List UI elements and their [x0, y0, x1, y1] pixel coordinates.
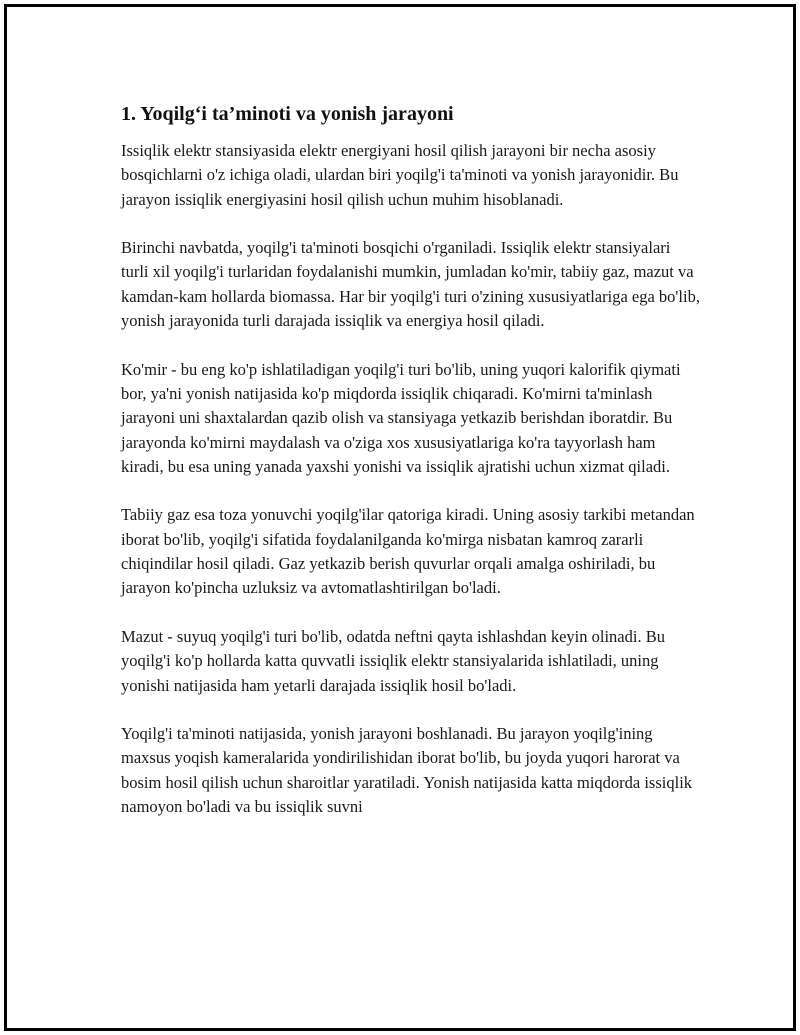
paragraph-natural-gas: Tabiiy gaz esa toza yonuvchi yoqilg'ilar qatoriga kiradi. Uning asosiy tarkibi metandan iborat bo'lib, yoqilg'i sifatida foydalanilganda ko'mirga nisbatan kamroq zararli chiqindilar hosil qiladi. Gaz yetkazib berish quvurlar orqali amalga oshiriladi, bu jarayon ko'pincha uzluksiz va avtomatlashtirilgan bo'ladi.	[121, 505, 695, 598]
paragraph-intro: Issiqlik elektr stansiyasida elektr energiyani hosil qilish jarayoni bir necha asosiy bosqichlarni o'z ichiga oladi, ulardan biri yoqilg'i ta'minoti va yonish jarayonidir. Bu jarayon issiqlik energiyasini hosil qilish uchun muhim hisoblanadi.	[121, 141, 679, 209]
paragraph-combustion: Yoqilg'i ta'minoti natijasida, yonish jarayoni boshlanadi. Bu jarayon yoqilg'ining maxsus yoqish kameralarida yondirilishidan iborat bo'lib, bu joyda yuqori harorat va bosim hosil qilish uchun sharoitlar yaratiladi. Yonish natijasida katta miqdorda issiqlik namoyon bo'ladi va bu issiqlik suvni	[121, 724, 693, 817]
paragraph-mazut: Mazut - suyuq yoqilg'i turi bo'lib, odatda neftni qayta ishlashdan keyin olinadi. Bu yoqilg'i ko'p hollarda katta quvvatli issiqlik elektr stansiyalarida ishlatiladi, uning yonishi natijasida ham yetarli darajada issiqlik hosil bo'ladi.	[121, 626, 665, 695]
section-heading: 1. Yoqilg‘i ta’minoti va yonish jarayoni	[121, 103, 454, 125]
paragraph-fuel-supply: Birinchi navbatda, yoqilg'i ta'minoti bosqichi o'rganiladi. Issiqlik elektr stansiyalari turli xil yoqilg'i turlaridan foydalanishi mumkin, jumladan ko'mir, tabiiy gaz, mazut va kamdan-kam hollarda biomassa. Har bir yoqilg'i turi o'zining xususiyatlariga ega bo'lib, yonish jarayonida turli darajada issiqlik va energiya hosil qiladi.	[121, 238, 700, 331]
document-body	[121, 101, 701, 844]
page-frame	[4, 4, 796, 1031]
paragraph-coal: Ko'mir - bu eng ko'p ishlatiladigan yoqilg'i turi bo'lib, uning yuqori kalorifik qiymati bor, ya'ni yonish natijasida ko'p miqdorda issiqlik chiqaradi. Ko'mirni ta'minlash jarayoni uni shaxtalardan qazib olish va stansiyaga yetkazib berishdan iboratdir. Bu jarayonda ko'mirni maydalash va o'ziga xos xususiyatlariga ko'ra tayyorlash ham kiradi, bu esa uning yanada yaxshi yonishi va issiqlik ajratishi uchun xizmat qiladi.	[121, 359, 681, 476]
